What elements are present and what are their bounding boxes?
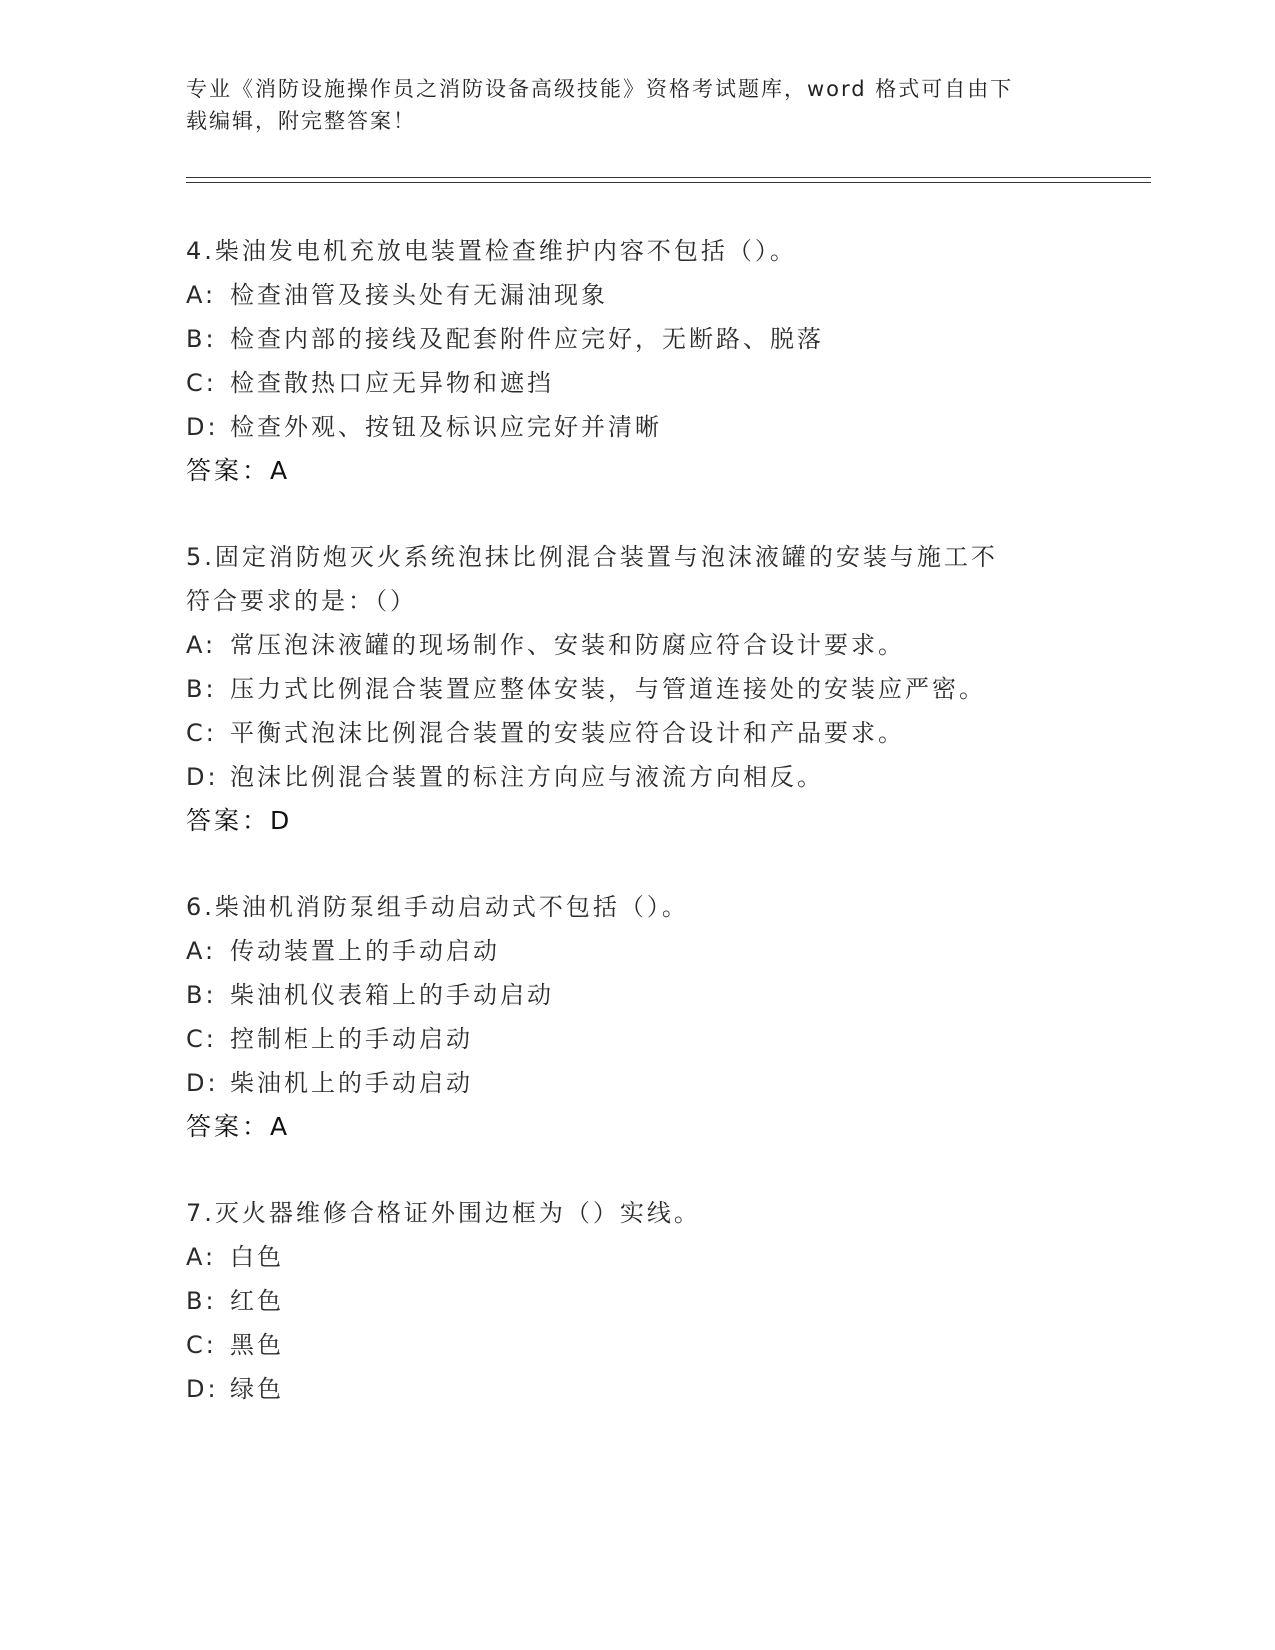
option-text: 泡沫比例混合装置的标注方向应与液流方向相反。 — [230, 763, 824, 791]
option-text: 红色 — [230, 1287, 284, 1315]
option-text: 黑色 — [230, 1331, 284, 1359]
option-key: B: — [186, 675, 217, 703]
question-stem: 5.固定消防炮灭火系统泡抹比例混合装置与泡沫液罐的安装与施工不 — [186, 543, 998, 571]
option-key: A: — [186, 937, 217, 965]
option-text: 检查内部的接线及配套附件应完好，无断路、脱落 — [230, 325, 824, 353]
option-d — [186, 1374, 284, 1404]
option-b — [186, 324, 824, 354]
option-text: 检查油管及接头处有无漏油现象 — [230, 281, 608, 309]
option-key: B: — [186, 325, 217, 353]
option-key: B: — [186, 981, 217, 1009]
option-c — [186, 1024, 473, 1054]
header-line-1: 专业《消防设施操作员之消防设备高级技能》资格考试题库，word 格式可自由下 — [186, 77, 1014, 101]
option-key: C: — [186, 369, 217, 397]
option-key: C: — [186, 1025, 217, 1053]
answer-label: 答案：A — [186, 1112, 291, 1141]
option-key: C: — [186, 1331, 217, 1359]
option-d — [186, 1068, 473, 1098]
document-header — [186, 73, 1066, 137]
option-text: 压力式比例混合装置应整体安装，与管道连接处的安装应严密。 — [230, 675, 986, 703]
header-rule-top — [186, 177, 1151, 178]
question-stem: 7.灭火器维修合格证外围边框为（）实线。 — [186, 1199, 701, 1227]
option-key: D: — [186, 1375, 219, 1403]
option-text: 常压泡沫液罐的现场制作、安装和防腐应符合设计要求。 — [230, 631, 905, 659]
option-text: 柴油机上的手动启动 — [230, 1069, 473, 1097]
option-text: 控制柜上的手动启动 — [230, 1025, 473, 1053]
option-key: D: — [186, 763, 219, 791]
option-text: 检查散热口应无异物和遮挡 — [230, 369, 554, 397]
option-key: C: — [186, 719, 217, 747]
option-key: A: — [186, 281, 217, 309]
option-a — [186, 1242, 284, 1272]
option-b — [186, 1286, 284, 1316]
header-line-2: 载编辑，附完整答案！ — [186, 109, 416, 133]
option-c — [186, 368, 554, 398]
option-a — [186, 936, 500, 966]
option-text: 平衡式泡沫比例混合装置的安装应符合设计和产品要求。 — [230, 719, 905, 747]
option-text: 传动装置上的手动启动 — [230, 937, 500, 965]
option-c — [186, 718, 905, 748]
option-c — [186, 1330, 284, 1360]
option-key: B: — [186, 1287, 217, 1315]
option-key: D: — [186, 1069, 219, 1097]
option-text: 柴油机仪表箱上的手动启动 — [230, 981, 554, 1009]
question-stem: 4.柴油发电机充放电装置检查维护内容不包括（）。 — [186, 237, 797, 265]
answer-label: 答案：A — [186, 456, 291, 485]
option-a — [186, 630, 905, 660]
option-b — [186, 980, 554, 1010]
option-text: 绿色 — [230, 1375, 284, 1403]
option-b — [186, 674, 986, 704]
answer-label: 答案：D — [186, 806, 293, 835]
option-key: A: — [186, 631, 217, 659]
option-text: 白色 — [230, 1243, 284, 1271]
option-key: A: — [186, 1243, 217, 1271]
option-a — [186, 280, 608, 310]
question-stem: 6.柴油机消防泵组手动启动式不包括（）。 — [186, 893, 689, 921]
option-key: D: — [186, 413, 219, 441]
option-d — [186, 412, 662, 442]
option-text: 检查外观、按钮及标识应完好并清晰 — [230, 413, 662, 441]
header-rule-bottom — [186, 182, 1151, 183]
option-d — [186, 762, 824, 792]
question-stem-continued: 符合要求的是：（） — [186, 587, 417, 615]
